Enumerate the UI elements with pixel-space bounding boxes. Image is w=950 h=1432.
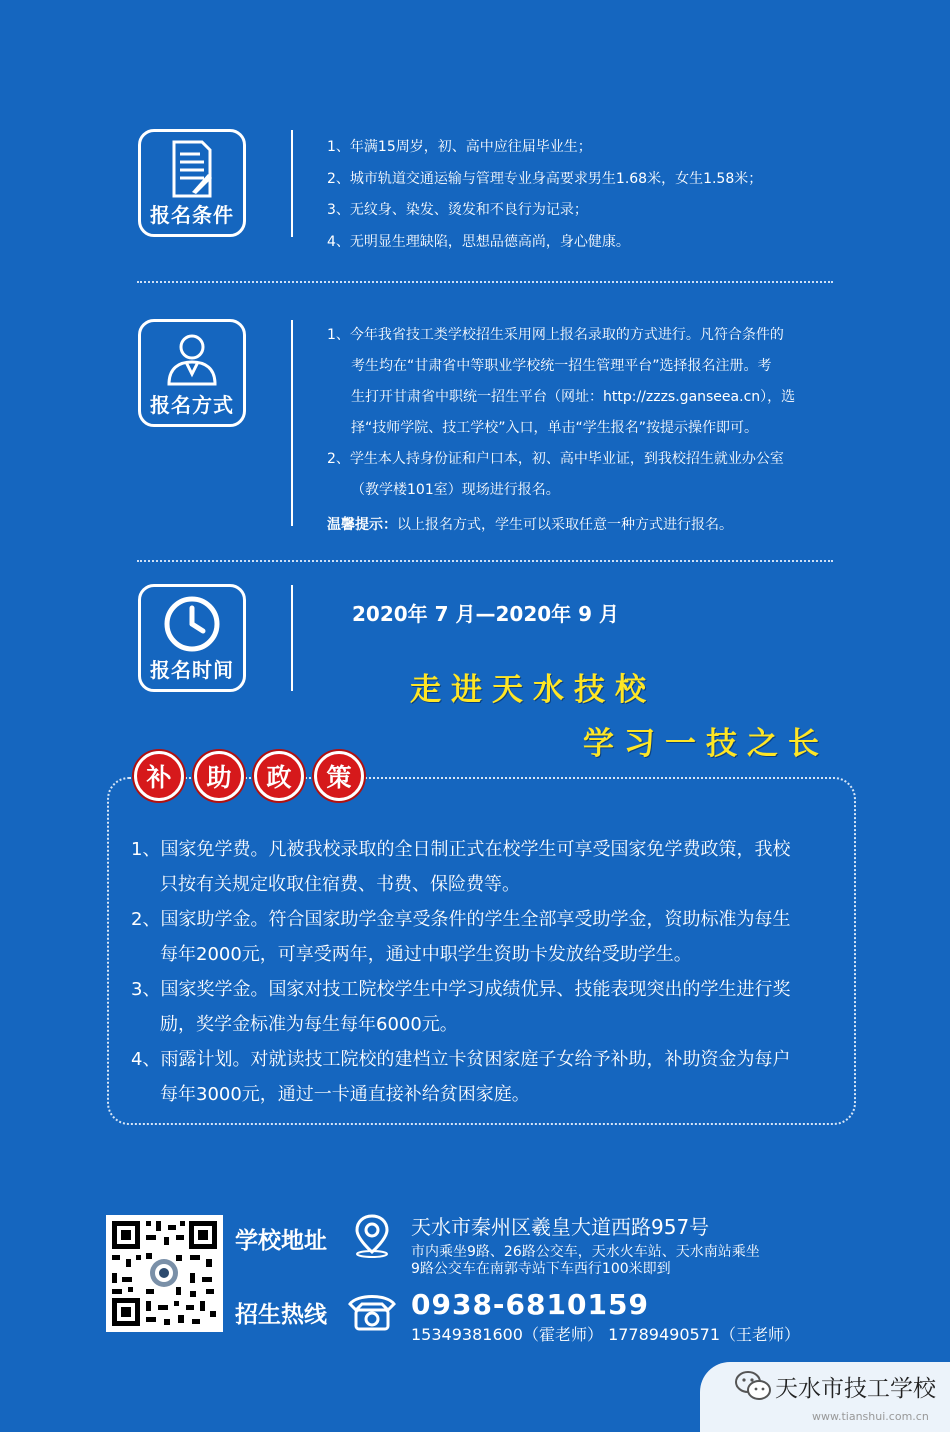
qr-code <box>106 1215 223 1332</box>
conditions-item: 4、无明显生理缺陷，思想品德高尚，身心健康。 <box>327 233 630 250</box>
conditions-label: 报名条件 <box>150 203 234 227</box>
section-separator <box>137 281 833 283</box>
method-label: 报名方式 <box>150 393 234 417</box>
subsidy-title-char: 补 <box>134 751 184 801</box>
method-line: 生打开甘肃省中职统一招生平台（网址：http://zzzs.ganseea.cn），选 <box>351 389 796 405</box>
divider-line <box>291 320 293 526</box>
divider-line <box>291 130 293 237</box>
section-separator <box>137 560 833 562</box>
slogan-line-1: 走进天水技校 <box>410 672 656 708</box>
time-icon-box <box>138 584 246 692</box>
subsidy-title <box>134 751 364 801</box>
method-line: 2、学生本人持身份证和户口本，初、高中毕业证，到我校招生就业办公室 <box>327 451 784 467</box>
subsidy-line: 只按有关规定收取住宿费、书费、保险费等。 <box>160 874 520 895</box>
conditions-item: 2、城市轨道交通运输与管理专业身高要求男生1.68米，女生1.58米； <box>327 170 763 187</box>
teacher-phones: 15349381600（霍老师） 17789490571（王老师） <box>411 1325 801 1344</box>
subsidy-line: 1、国家免学费。凡被我校录取的全日制正式在校学生可享受国家免学费政策，我校 <box>131 839 791 860</box>
conditions-item: 3、无纹身、染发、烫发和不良行为记录； <box>327 202 588 218</box>
wechat-icon <box>734 1370 772 1406</box>
subsidy-title-char: 助 <box>194 751 244 801</box>
subsidy-line: 每年3000元，通过一卡通直接补给贫困家庭。 <box>160 1084 530 1105</box>
tip-text: 以上报名方式，学生可以采取任意一种方式进行报名。 <box>397 517 733 533</box>
time-label: 报名时间 <box>150 658 234 682</box>
slogan-line-2: 学习一技之长 <box>583 726 829 762</box>
divider-line <box>291 585 293 691</box>
method-tip <box>327 510 795 541</box>
address-label: 学校地址 <box>235 1228 327 1254</box>
subsidy-line: 2、国家助学金。符合国家助学金享受条件的学生全部享受助学金，资助标准为每生 <box>131 909 791 930</box>
subsidy-line: 励，奖学金标准为每生每年6000元。 <box>160 1014 458 1035</box>
telephone-icon <box>347 1292 397 1336</box>
method-line: 择“技师学院、技工学校”入口，单击“学生报名”按提示操作即可。 <box>351 420 759 436</box>
subsidy-line: 4、雨露计划。对就读技工院校的建档立卡贫困家庭子女给予补助，补助资金为每户 <box>131 1049 791 1070</box>
conditions-list <box>327 132 762 258</box>
clock-icon <box>163 595 221 657</box>
method-text <box>327 320 795 541</box>
watermark-site: www.tianshui.com.cn <box>812 1410 929 1423</box>
method-icon-box <box>138 319 246 427</box>
subsidy-line: 3、国家奖学金。国家对技工院校学生中学习成绩优异、技能表现突出的学生进行奖 <box>131 979 791 1000</box>
tip-label: 温馨提示： <box>327 517 397 533</box>
address-directions: 市内乘坐9路、26路公交车，天水火车站、天水南站乘坐 <box>411 1244 760 1260</box>
subsidy-title-char: 政 <box>254 751 304 801</box>
hotline-label: 招生热线 <box>235 1302 327 1328</box>
conditions-item: 1、年满15周岁，初、高中应往届毕业生； <box>327 139 592 155</box>
watermark-text: 天水市技工学校 <box>775 1376 936 1402</box>
address-directions: 9路公交车在南郭寺站下车西行100米即到 <box>411 1261 671 1277</box>
document-icon <box>170 140 214 202</box>
hotline-number: 0938-6810159 <box>411 1288 649 1321</box>
registration-date: 2020年 7 月—2020年 9 月 <box>352 602 620 626</box>
watermark <box>700 1362 950 1432</box>
subsidy-title-char: 策 <box>314 751 364 801</box>
conditions-icon-box <box>138 129 246 237</box>
location-pin-icon <box>352 1212 392 1262</box>
method-line: 1、今年我省技工类学校招生采用网上报名录取的方式进行。凡符合条件的 <box>327 327 784 343</box>
method-line: 考生均在“甘肃省中等职业学校统一招生管理平台”选择报名注册。考 <box>351 358 772 374</box>
person-icon <box>165 330 219 390</box>
method-line: （教学楼101室）现场进行报名。 <box>351 482 560 498</box>
school-address: 天水市秦州区羲皇大道西路957号 <box>411 1215 710 1239</box>
subsidy-line: 每年2000元，可享受两年，通过中职学生资助卡发放给受助学生。 <box>160 944 692 965</box>
